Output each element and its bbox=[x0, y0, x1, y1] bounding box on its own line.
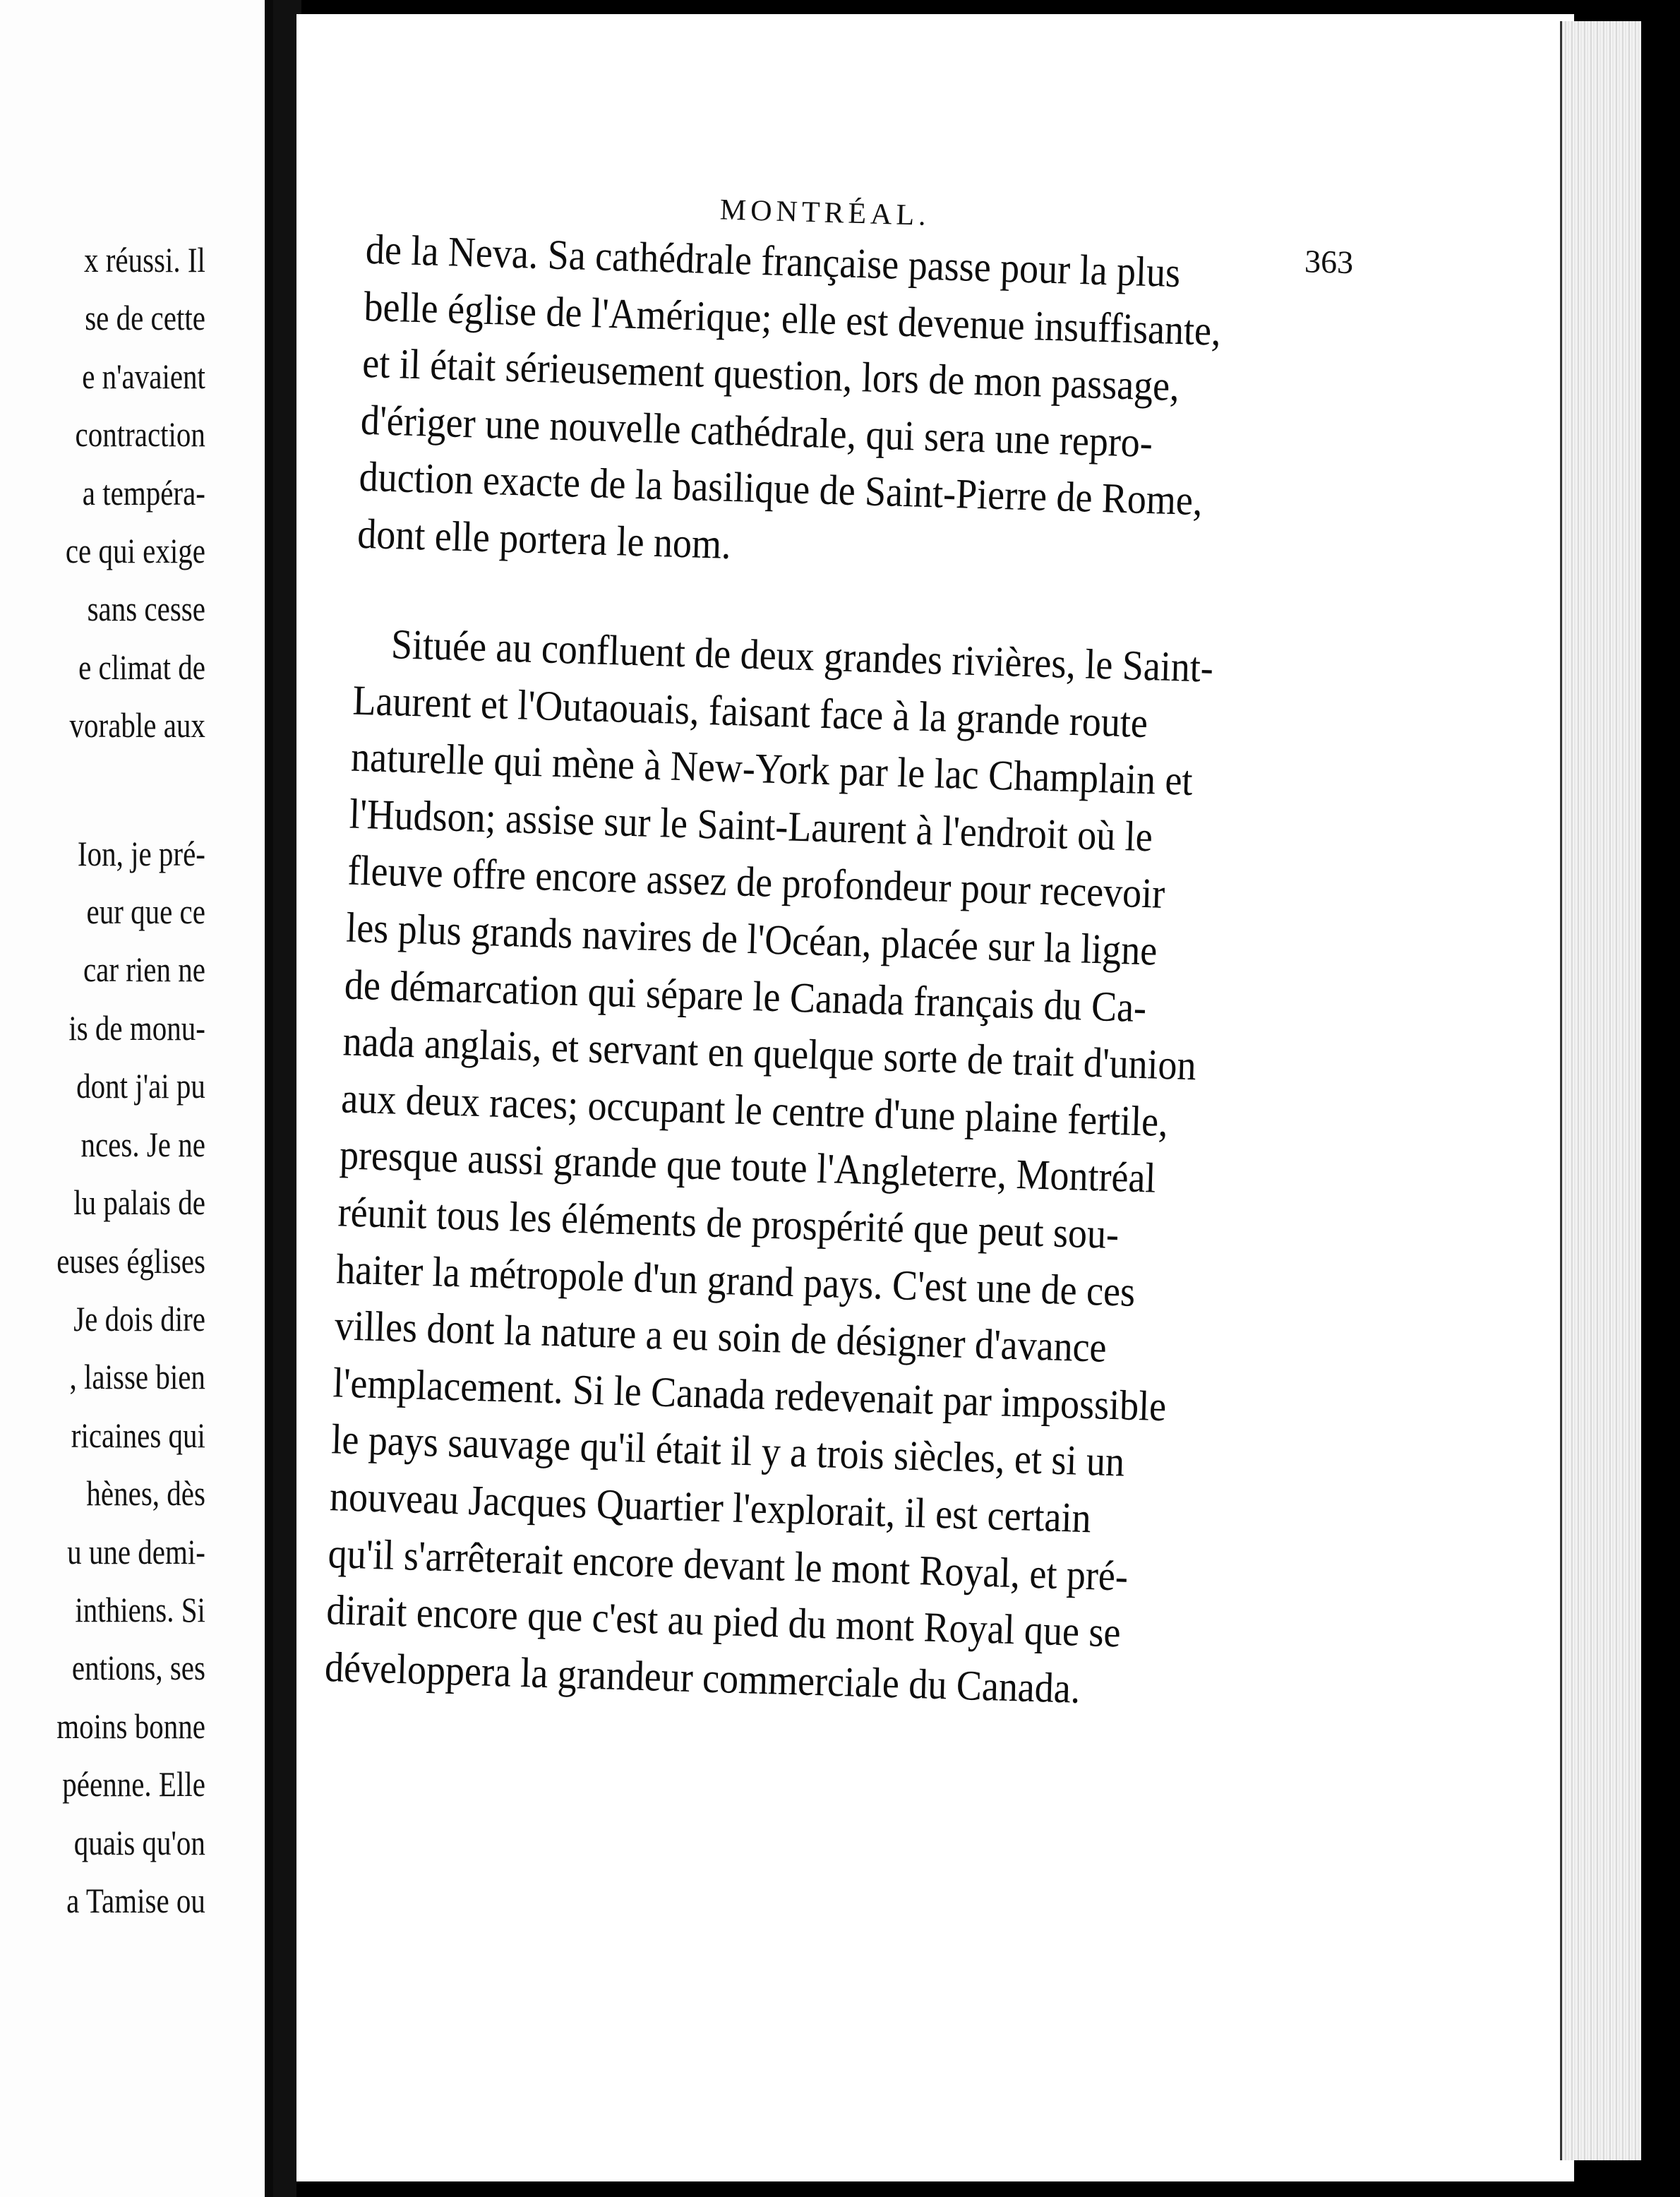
text-line: naturelle qui mène à New-York par le lac Champlain et bbox=[350, 733, 1194, 805]
text-line: villes dont la nature a eu soin de désigner d'avance bbox=[334, 1302, 1108, 1371]
left-line: se de cette bbox=[85, 298, 205, 338]
text-line: nouveau Jacques Quartier l'explorait, il est certain bbox=[329, 1473, 1092, 1542]
left-line: a Tamise ou bbox=[66, 1880, 206, 1920]
text-line: le pays sauvage qu'il était il y a trois siècles, et si un bbox=[330, 1415, 1125, 1485]
text-line: de démarcation qui sépare le Canada français du Ca- bbox=[344, 961, 1148, 1031]
left-line: eur que ce bbox=[86, 892, 205, 932]
left-line: sans cesse bbox=[87, 589, 205, 629]
left-line: Ion, je pré- bbox=[77, 833, 206, 873]
text-line: d'ériger une nouvelle cathédrale, qui sera une repro- bbox=[360, 396, 1153, 466]
left-line: , laisse bien bbox=[69, 1357, 205, 1397]
bottom-shadow bbox=[296, 2181, 1638, 2197]
text-line: aux deux races; occupant le centre d'une plaine fertile, bbox=[340, 1074, 1169, 1145]
text-line: réunit tous les éléments de prospérité que peut sou- bbox=[337, 1188, 1120, 1258]
right-page-content bbox=[239, 0, 1579, 2197]
text-line: haiter la métropole d'un grand pays. C'est une de ces bbox=[335, 1245, 1136, 1315]
text-line: duction exacte de la basilique de Saint-Pierre de Rome, bbox=[358, 453, 1204, 525]
text-line: presque aussi grande que toute l'Angleterre, Montréal bbox=[339, 1131, 1157, 1202]
left-line: euses églises bbox=[56, 1240, 205, 1281]
text-line: de la Neva. Sa cathédrale française passe pour la plus bbox=[365, 225, 1182, 297]
text-line: qu'il s'arrêterait encore devant le mont Royal, et pré- bbox=[327, 1529, 1129, 1600]
left-line: entions, ses bbox=[71, 1648, 205, 1688]
text-line: Laurent et l'Outaouais, faisant face à la grande route bbox=[352, 676, 1148, 746]
text-line: dont elle portera le nom. bbox=[356, 510, 732, 568]
edge-shadow bbox=[1641, 0, 1680, 2197]
left-line: lu palais de bbox=[73, 1183, 205, 1223]
text-line: fleuve offre encore assez de profondeur pour recevoir bbox=[347, 846, 1166, 918]
text-line: l'Hudson; assise sur le Saint-Laurent à l'endroit où le bbox=[349, 790, 1153, 861]
left-line: quais qu'on bbox=[73, 1822, 205, 1862]
paragraph-1 bbox=[356, 221, 1382, 592]
left-line: vorable aux bbox=[69, 705, 205, 746]
left-line: e climat de bbox=[78, 647, 205, 687]
left-line: contraction bbox=[75, 414, 205, 455]
left-line: péenne. Elle bbox=[62, 1764, 205, 1804]
left-line: Je dois dire bbox=[73, 1298, 205, 1339]
text-line: belle église de l'Amérique; elle est devenue insuffisante, bbox=[363, 282, 1222, 354]
left-line: u une demi- bbox=[67, 1531, 205, 1572]
text-line: développera la grandeur commerciale du Canada. bbox=[324, 1643, 1081, 1712]
left-line: x réussi. Il bbox=[84, 240, 206, 280]
left-line: moins bonne bbox=[56, 1706, 205, 1746]
left-page-text bbox=[24, 231, 205, 1929]
left-line: nces. Je ne bbox=[80, 1124, 205, 1164]
text-line: les plus grands navires de l'Océan, placée sur la ligne bbox=[345, 904, 1158, 974]
left-page-fragment bbox=[0, 0, 273, 2197]
text-line: l'emplacement. Si le Canada redevenait par impossible bbox=[332, 1358, 1168, 1430]
left-line: ricaines qui bbox=[71, 1415, 205, 1455]
right-page bbox=[296, 14, 1574, 2197]
text-line: Située au confluent de deux grandes rivières, le Saint- bbox=[390, 621, 1214, 691]
left-line: e n'avaient bbox=[82, 356, 205, 396]
left-line: hènes, dès bbox=[86, 1473, 206, 1514]
left-line: car rien ne bbox=[83, 950, 206, 990]
page-number: 363 bbox=[1304, 243, 1354, 281]
paragraph-2 bbox=[324, 615, 1371, 1725]
left-line: ce qui exige bbox=[65, 531, 205, 571]
left-line: dont j'ai pu bbox=[76, 1066, 205, 1106]
left-line: a tempéra- bbox=[82, 472, 205, 513]
left-line: inthiens. Si bbox=[75, 1589, 206, 1629]
running-head: MONTRÉAL. bbox=[719, 193, 931, 232]
text-line: dirait encore que c'est au pied du mont Royal que se bbox=[325, 1586, 1122, 1656]
left-line: is de monu- bbox=[68, 1007, 205, 1048]
page-edges bbox=[1560, 21, 1643, 2160]
text-line: et il était sérieusement question, lors de mon passage, bbox=[361, 340, 1180, 410]
paragraph-gap bbox=[24, 755, 205, 825]
text-line: nada anglais, et servant en quelque sorte de trait d'union bbox=[342, 1017, 1197, 1089]
